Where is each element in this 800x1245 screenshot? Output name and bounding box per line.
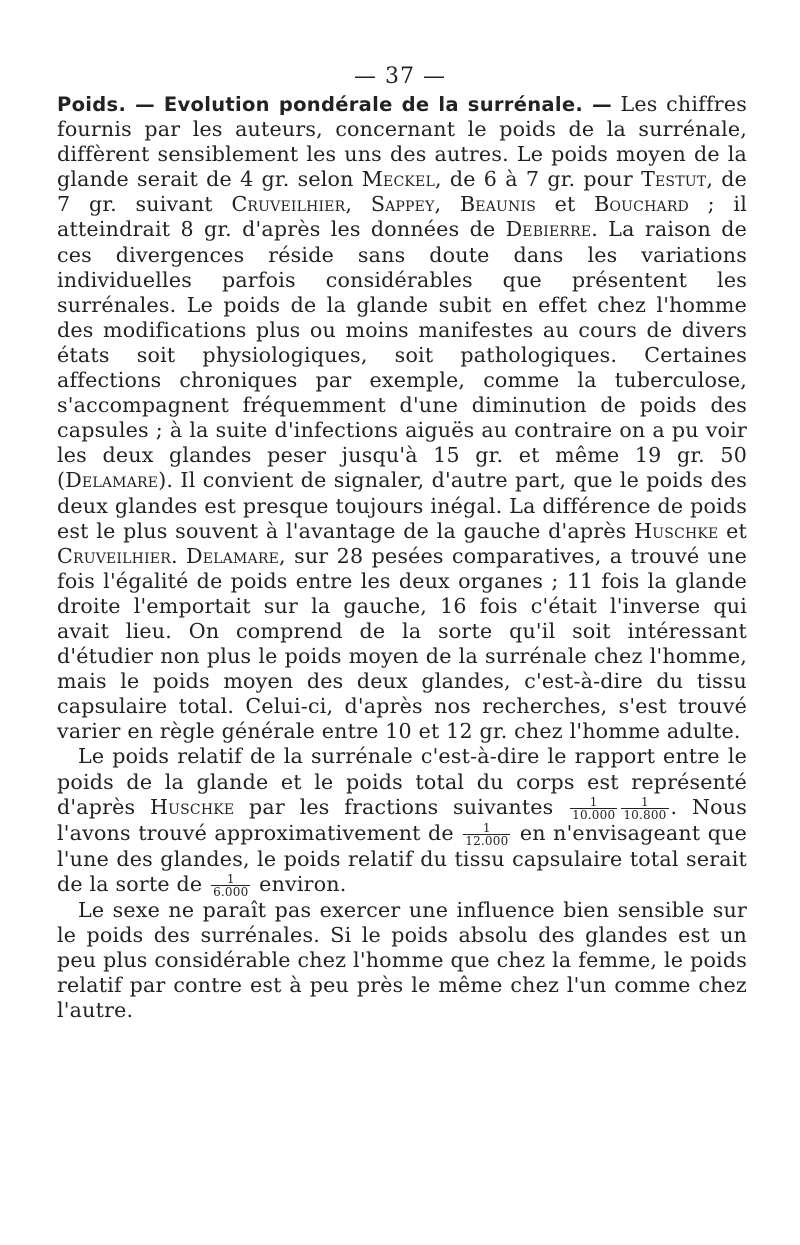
- text-run: Le sexe ne paraît pas exercer une influence bien sensible sur le poids des surrénales. Si le poids absolu des glandes est un peu plus considérable chez l'homme que chez la femme, le poids relatif par contre est à peu près le même chez l'un comme chez l'autre.: [57, 897, 747, 1023]
- author-name: Testut: [641, 167, 707, 192]
- text-run: , de 7 gr. suivant: [57, 167, 747, 217]
- author-name: Cruveilhier: [57, 543, 171, 568]
- text-run: .: [170, 543, 187, 568]
- fraction-numerator: 1: [589, 794, 598, 809]
- text-run: et: [718, 518, 748, 543]
- author-name: Huschke: [634, 518, 719, 543]
- author-name: Delamare: [65, 468, 159, 493]
- text-run: environ.: [252, 871, 347, 896]
- text-run: ; il atteindrait 8 gr. d'après les données de: [57, 192, 747, 242]
- text-run: ,: [345, 192, 371, 217]
- text-run: . Nous l'avons trouvé approximativement de: [57, 794, 747, 845]
- text-run: en n'envisageant que l'une des glandes, le poids relatif du tissu capsulaire total serait de la sorte de: [57, 820, 747, 896]
- text-run: , de 6 à 7 gr. pour: [434, 167, 642, 192]
- section-heading: Poids. — Evolution pondérale de la surrénale. —: [57, 93, 612, 116]
- text-run: Le poids relatif de la surrénale c'est-à-dire le rapport entre le poids de la glande et le poids total du corps est représenté d'après: [57, 744, 747, 819]
- text-run: ). Il convient de signaler, d'autre part, que le poids des deux glandes est presque toujours inégal. La différence de poids est le plus souvent à l'avantage de la gauche d'après: [57, 468, 747, 543]
- text-run: . La raison de ces divergences réside sans doute dans les variations individuelles parfois considérables que présentent les surrénales. Le poids de la glande subit en effet chez l'homme des modifications plus ou moins manifestes au cours de divers états soit physiologiques, soit pathologiques. Certaines affections chroniques par exemple, comme la tuberculose, s'accompagnent fréquemment d'une diminution de poids des capsules ; à la suite d'infections aiguës au contraire on a pu voir les deux glandes peser jusqu'à 15 gr. et même 19 gr. 50 (: [57, 217, 747, 493]
- paragraph-3: [57, 898, 747, 1023]
- text-run: Les chiffres fournis par les auteurs, concernant le poids de la surrénale, diffèrent sensiblement les uns des autres. Le poids moyen de la glande serait de 4 gr. selon: [57, 92, 747, 192]
- fraction-numerator: 1: [641, 794, 649, 809]
- fraction-denominator: 6.000: [213, 884, 249, 899]
- author-name: Debierre: [505, 217, 592, 242]
- author-name: Sappey: [370, 192, 435, 217]
- page-number: — 37 —: [354, 64, 446, 89]
- text-run: par les fractions suivantes: [234, 794, 569, 819]
- fraction-denominator: 10.800: [623, 807, 667, 822]
- fraction-numerator: 1: [482, 820, 491, 835]
- author-name: Meckel: [361, 167, 435, 192]
- fraction-denominator: 10.000: [572, 807, 616, 822]
- paragraph-2: [57, 744, 747, 897]
- text-run: et: [536, 192, 595, 217]
- fraction: [211, 873, 250, 898]
- fraction: [570, 796, 617, 821]
- text-run: ,: [434, 192, 460, 217]
- author-name: Cruveilhier: [231, 192, 346, 217]
- author-name: Huschke: [149, 794, 235, 819]
- article-body: [57, 92, 747, 1023]
- fraction: [463, 822, 510, 847]
- author-name: Delamare: [186, 543, 279, 568]
- text-run: , sur 28 pesées comparatives, a trouvé une fois l'égalité de poids entre les deux organes ; 11 fois la glande droite l'emportait sur la gauche, 16 fois c'était l'inverse qui avait lieu. On comprend de la sorte qu'il soit intéressant d'étudier non plus le poids moyen de la surrénale chez l'homme, mais le poids moyen des deux glandes, c'est-à-dire du tissu capsulaire total. Celui-ci, d'après nos recherches, s'est trouvé varier en règle générale entre 10 et 12 gr. chez l'homme adulte.: [57, 543, 748, 744]
- author-name: Bouchard: [594, 192, 689, 217]
- paragraph-1: [57, 92, 747, 744]
- fraction-denominator: 12.000: [465, 833, 509, 848]
- author-name: Beaunis: [459, 192, 536, 217]
- fraction-numerator: 1: [226, 871, 235, 886]
- fraction: [621, 796, 668, 821]
